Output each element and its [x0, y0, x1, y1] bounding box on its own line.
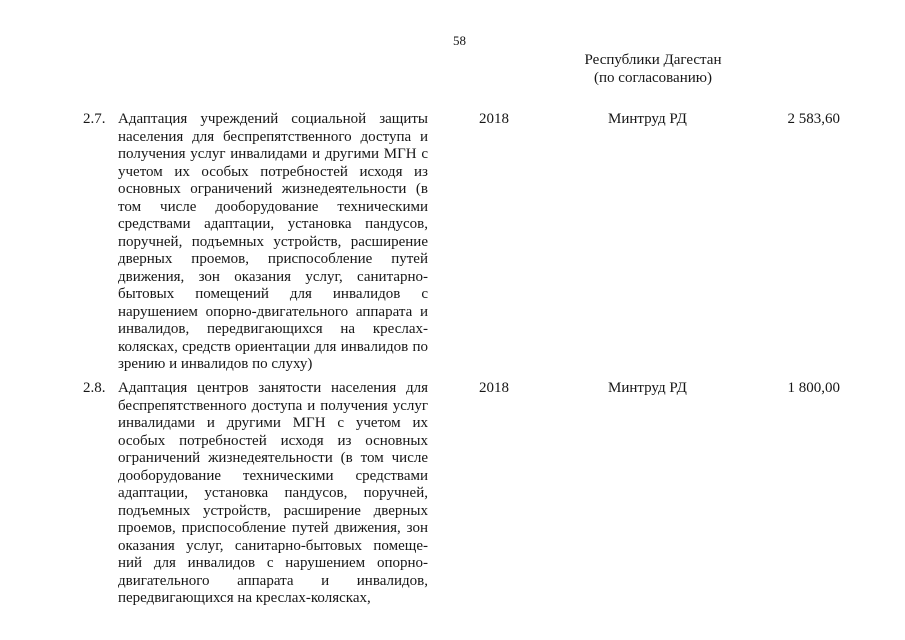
row-amount: 1 800,00 [787, 380, 840, 396]
page-number: 58 [453, 33, 466, 48]
header-note-line-1: Республики Дагестан [584, 52, 722, 68]
row-number: 2.7. [83, 111, 106, 127]
row-executor: Минтруд РД [608, 380, 687, 396]
row-executor: Минтруд РД [608, 111, 687, 127]
header-note-line-2: (по согласованию) [594, 70, 712, 86]
row-description [118, 111, 428, 374]
row-year: 2018 [479, 111, 509, 127]
header-note [548, 51, 758, 87]
row-description [118, 380, 428, 608]
row-number: 2.8. [83, 380, 106, 396]
row-description-text: Адаптация центров занятости населения для беспрепятственного доступа и получения услуг инвалидами и другими МГН с учетом их особых потребностей исходя из основных ограничений жизнедеятельности (в том числе дооборудование техническими средствами адаптации, установка пандусов, поручней, подъемных устройств, расширение дверных проемов, приспособление путей движения, зон оказания услуг, санитарно-бытовых помеще-ний для инвалидов с нарушением опорно-двигательного аппарата и инвалидов, передвигающихся на креслах-колясках, [118, 380, 428, 606]
row-amount: 2 583,60 [787, 111, 840, 127]
row-year: 2018 [479, 380, 509, 396]
row-description-text: Адаптация учреждений социальной защиты населения для беспрепятственного доступа и получения услуг инвалидами и другими МГН с учетом их особых потребностей исходя из основных ограничений жизнедеятельности (в том числе дооборудование техническими средствами адаптации, установка пандусов, поручней, подъемных устройств, расширение дверных проемов, приспособление путей движения, зон оказания услуг, санитарно-бытовых помещений для инвалидов с нарушением опорно-двигательного аппарата и инвалидов, передвигающихся на креслах-колясках, средств ориентации для инвалидов по зрению и инвалидов по слуху) [118, 111, 428, 372]
